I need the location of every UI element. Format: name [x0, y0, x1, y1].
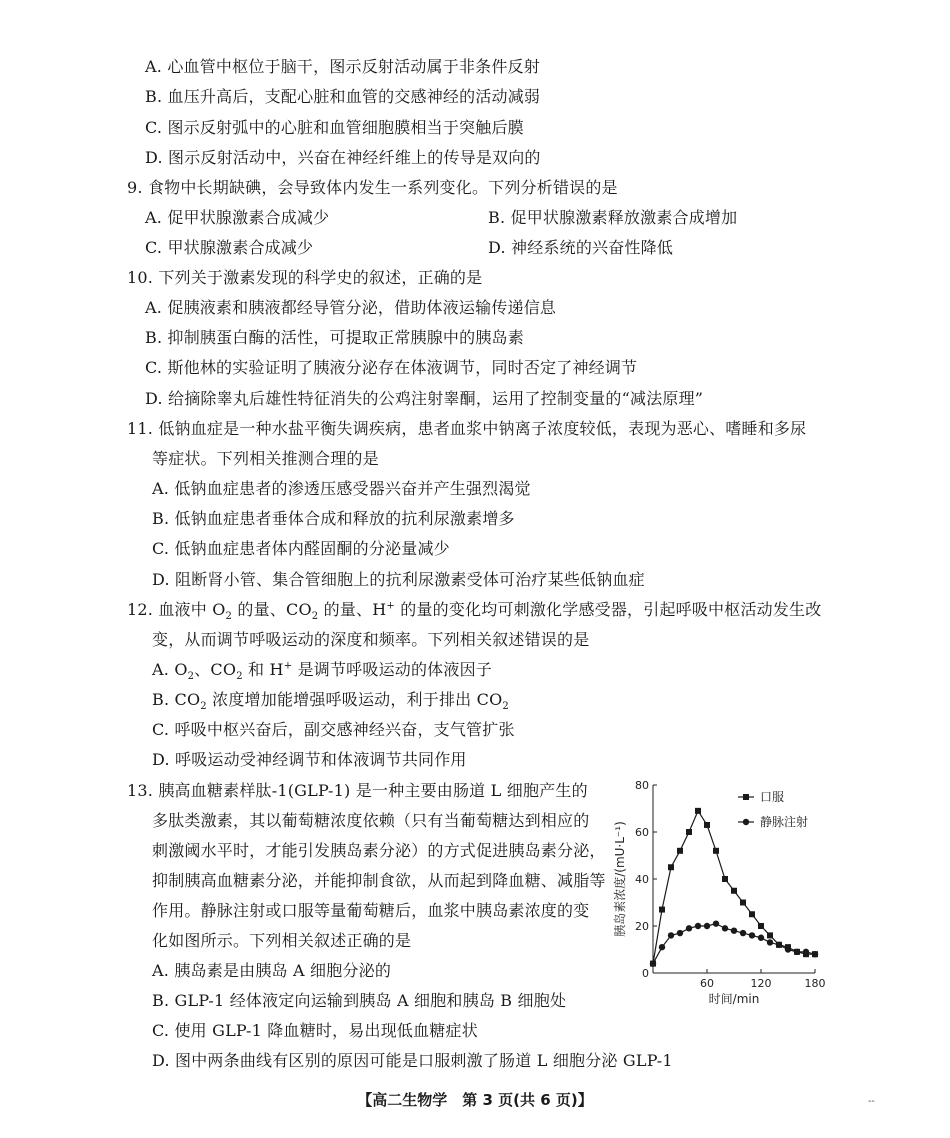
q13-stem-line1: 13. 胰高血糖素样肽-1(GLP-1) 是一种主要由肠道 L 细胞产生的 — [127, 781, 588, 800]
iv-point — [668, 932, 674, 938]
series-line-1 — [653, 811, 815, 964]
y-tick-label: 20 — [635, 920, 649, 933]
iv-point — [803, 949, 809, 955]
q10-option-b: B. 抑制胰蛋白酶的活性，可提取正常胰腺中的胰岛素 — [145, 328, 524, 347]
legend-label-1: 口服 — [760, 790, 785, 804]
q12-option-b: B. $CO_2$ 浓度增加能增强呼吸运动，利于排出 $CO_2$ — [152, 690, 509, 713]
y-tick-label: 80 — [635, 779, 649, 792]
legend-label-2: 静脉注射 — [760, 815, 809, 829]
q13-option-d: D. 图中两条曲线有区别的原因可能是口服刺激了肠道 L 细胞分泌 GLP-1 — [152, 1051, 673, 1070]
q11-stem-line2: 等症状。下列相关推测合理的是 — [152, 449, 379, 468]
y-axis-label: 胰岛素浓度/(mU·L⁻¹) — [613, 821, 627, 937]
oral-point — [758, 923, 764, 929]
q12-stem-line2: 变，从而调节呼吸运动的深度和频率。下列相关叙述错误的是 — [152, 630, 590, 649]
q8-option-a: A. 心血管中枢位于脑干，图示反射活动属于非条件反射 — [145, 57, 540, 76]
iv-point — [758, 935, 764, 941]
q8-option-c: C. 图示反射弧中的心脏和血管细胞膜相当于突触后膜 — [145, 118, 524, 137]
oral-point — [731, 888, 737, 894]
q13-stem-line5: 作用。静脉注射或口服等量葡萄糖后，血浆中胰岛素浓度的变 — [152, 901, 590, 920]
y-tick-label: 0 — [642, 967, 649, 980]
q11-stem-line1: 11. 低钠血症是一种水盐平衡失调疾病，患者血浆中钠离子浓度较低，表现为恶心、嗜睡和多尿 — [127, 419, 807, 438]
oral-point — [686, 829, 692, 835]
q8-option-b: B. 血压升高后，支配心脏和血管的交感神经的活动减弱 — [145, 87, 541, 106]
y-tick-label: 60 — [635, 826, 649, 839]
q10-option-c: C. 斯他林的实验证明了胰液分泌存在体液调节，同时否定了神经调节 — [145, 358, 638, 377]
iv-point — [740, 930, 746, 936]
q13-option-c: C. 使用 GLP-1 降血糖时，易出现低血糖症状 — [152, 1021, 478, 1040]
q13-stem-line2: 多肽类激素，其以葡萄糖浓度依赖（只有当葡萄糖达到相应的 — [152, 811, 590, 830]
oral-point — [713, 848, 719, 854]
q11-option-a: A. 低钠血症患者的渗透压感受器兴奋并产生强烈渴觉 — [152, 479, 531, 498]
iv-point — [677, 930, 683, 936]
q11-option-d: D. 阻断肾小管、集合管细胞上的抗利尿激素受体可治疗某些低钠血症 — [152, 570, 645, 589]
chart-legend — [738, 790, 808, 829]
oral-point — [767, 932, 773, 938]
q8-option-d: D. 图示反射活动中，兴奋在神经纤维上的传导是双向的 — [145, 148, 541, 167]
iv-point — [686, 925, 692, 931]
corner-mark: -- — [868, 1096, 875, 1107]
oral-point — [677, 848, 683, 854]
iv-point — [767, 939, 773, 945]
y-tick-label: 40 — [635, 873, 649, 886]
iv-point — [776, 942, 782, 948]
q9-stem: 9. 食物中长期缺碘，会导致体内发生一系列变化。下列分析错误的是 — [127, 178, 618, 197]
x-axis-label: 时间/min — [708, 992, 760, 1006]
x-tick-label: 180 — [804, 977, 826, 990]
iv-point — [659, 944, 665, 950]
q13-option-b: B. GLP-1 经体液定向运输到胰岛 A 细胞和胰岛 B 细胞处 — [152, 991, 567, 1010]
iv-point — [731, 928, 737, 934]
iv-point — [713, 920, 719, 926]
iv-point — [704, 923, 710, 929]
oral-point — [695, 808, 701, 814]
iv-point — [785, 946, 791, 952]
legend-marker-circle — [743, 819, 749, 825]
iv-point — [650, 960, 656, 966]
legend-marker-square — [743, 794, 749, 800]
q12-option-d: D. 呼吸运动受神经调节和体液调节共同作用 — [152, 750, 467, 769]
q11-option-b: B. 低钠血症患者垂体合成和释放的抗利尿激素增多 — [152, 509, 515, 528]
iv-point — [749, 932, 755, 938]
iv-point — [695, 923, 701, 929]
chart-series — [650, 808, 818, 967]
iv-point — [794, 949, 800, 955]
iv-point — [722, 925, 728, 931]
q10-option-d: D. 给摘除睾丸后雄性特征消失的公鸡注射睾酮，运用了控制变量的“减法原理” — [145, 389, 704, 408]
q13-stem-line6: 化如图所示。下列相关叙述正确的是 — [152, 931, 412, 950]
q12-option-a: A. $O_2$、$CO_2$ 和 H+ 是调节呼吸运动的体液因子 — [152, 660, 492, 683]
q13-stem-line3: 刺激阈水平时，才能引发胰岛素分泌）的方式促进胰岛素分泌， — [152, 841, 606, 860]
oral-point — [740, 900, 746, 906]
q12-option-c: C. 呼吸中枢兴奋后，副交感神经兴奋，支气管扩张 — [152, 720, 515, 739]
oral-point — [722, 876, 728, 882]
q13-stem-line4: 抑制胰高血糖素分泌，并能抑制食欲，从而起到降血糖、减脂等 — [152, 871, 606, 890]
q10-stem: 10. 下列关于激素发现的科学史的叙述，正确的是 — [127, 268, 483, 287]
oral-point — [668, 864, 674, 870]
iv-point — [812, 951, 818, 957]
oral-point — [749, 911, 755, 917]
x-tick-label: 120 — [750, 977, 772, 990]
chart-axes — [612, 779, 826, 1006]
q11-option-c: C. 低钠血症患者体内醛固酮的分泌量减少 — [152, 539, 450, 558]
q9-option-a: A. 促甲状腺激素合成减少 — [145, 208, 330, 227]
x-tick-label: 60 — [700, 977, 714, 990]
q9-option-b: B. 促甲状腺激素释放激素合成增加 — [488, 208, 738, 227]
q12-stem-line1: 12. 血液中 $O_2$ 的量、$CO_2$ 的量、H+ 的量的变化均可刺激化学感受器，引起呼吸中枢活动发生改 — [127, 600, 822, 623]
oral-point — [704, 822, 710, 828]
q10-option-a: A. 促胰液素和胰液都经导管分泌，借助体液运输传递信息 — [145, 298, 557, 317]
q9-option-c: C. 甲状腺激素合成减少 — [145, 238, 314, 257]
q13-option-a: A. 胰岛素是由胰岛 A 细胞分泌的 — [152, 961, 392, 980]
insulin-chart — [610, 775, 835, 1010]
oral-point — [659, 907, 665, 913]
page-footer: 【高二生物学 第 3 页(共 6 页)】 — [357, 1091, 593, 1109]
q9-option-d: D. 神经系统的兴奋性降低 — [488, 238, 674, 257]
